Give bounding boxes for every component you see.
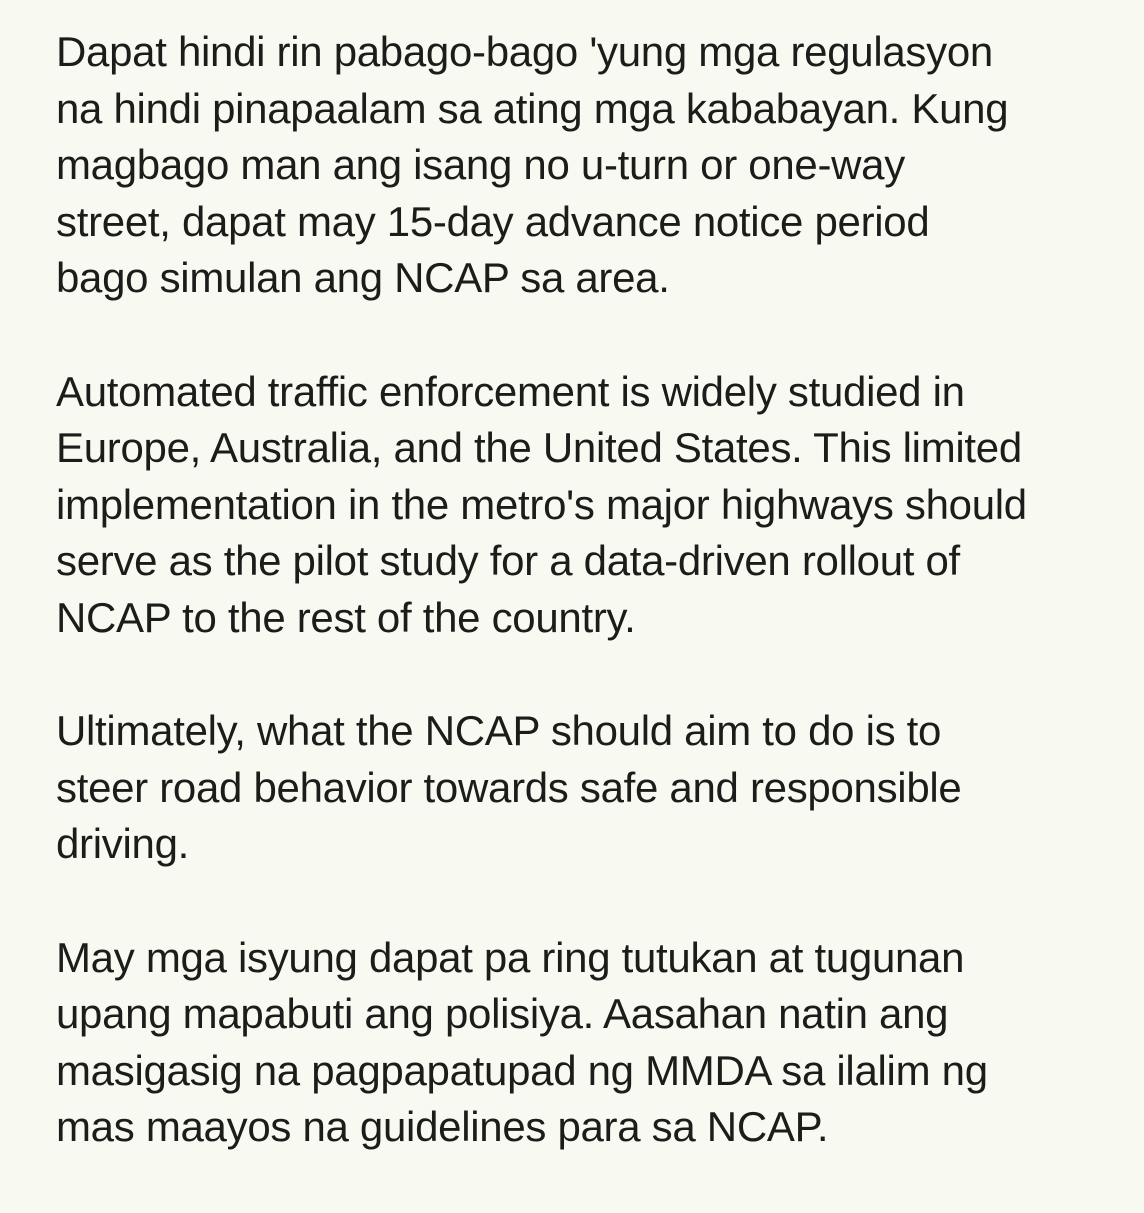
text-line: upang mapabuti ang polisiya. Aasahan natin ang xyxy=(56,990,949,1037)
text-line: Automated traffic enforcement is widely studied in xyxy=(56,367,965,415)
document-body xyxy=(56,24,1136,1213)
text-line: NCAP to the rest of the country. xyxy=(56,593,636,641)
text-line: steer road behavior towards safe and responsible xyxy=(56,763,962,811)
text-line: serve as the pilot study for a data-driven rollout of xyxy=(56,537,960,584)
text-line: Ultimately, what the NCAP should aim to do is to xyxy=(56,707,942,754)
text-line: driving. xyxy=(56,820,189,867)
text-line: May mga isyung dapat pa ring tutukan at tugunan xyxy=(56,933,965,981)
paragraph-automated-enforcement xyxy=(56,364,1136,647)
text-line: bago simulan ang NCAP sa area. xyxy=(56,254,670,301)
paragraph-ultimately xyxy=(56,703,1136,873)
text-line: masigasig na pagpapatupad ng MMDA sa ilalim ng xyxy=(56,1046,988,1094)
paragraph-regulations xyxy=(56,24,1136,307)
text-line: mas maayos na guidelines para sa NCAP. xyxy=(56,1103,829,1150)
text-line: street, dapat may 15-day advance notice period xyxy=(56,197,930,245)
text-line: implementation in the metro's major highways should xyxy=(56,480,1027,528)
text-line: Dapat hindi rin pabago-bago 'yung mga regulasyon xyxy=(56,28,993,75)
text-line: Europe, Australia, and the United States. This limited xyxy=(56,424,1022,471)
paragraph-issues xyxy=(56,930,1136,1156)
text-line: magbago man ang isang no u-turn or one-way xyxy=(56,141,905,188)
text-line: na hindi pinapaalam sa ating mga kababayan. Kung xyxy=(56,84,1009,132)
